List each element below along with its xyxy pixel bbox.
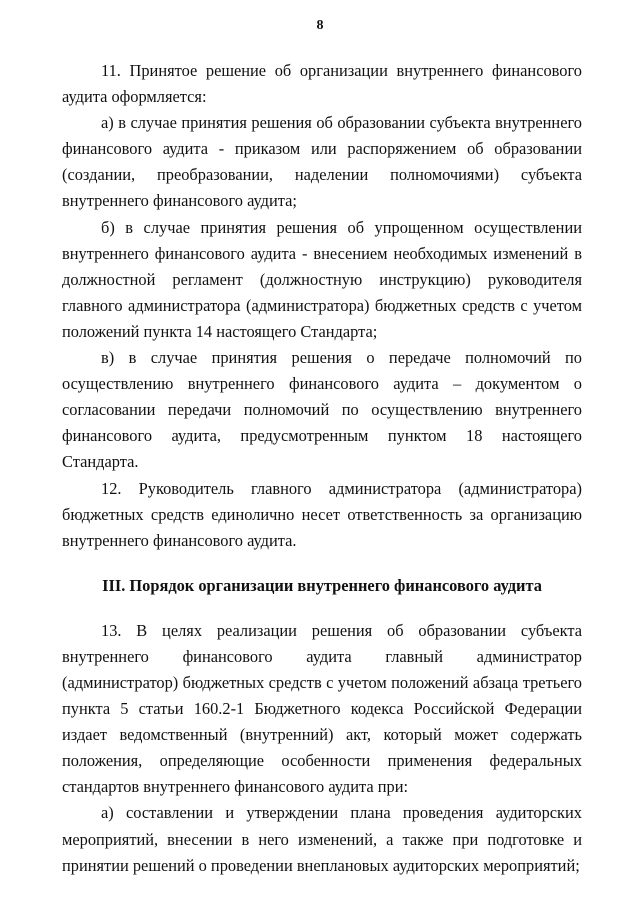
paragraph-11-b: б) в случае принятия решения об упрощенном осуществлении внутреннего финансового аудита - внесением необходимых изменений в должностной регламент (должностную инструкцию) руководителя главного администратора (администратора) бюджетных средств с учетом положений пункта 14 настоящего Стандарта; [62,217,582,341]
page-number: 8 [316,18,324,33]
section-heading: III. Порядок организации внутреннего финансового аудита [102,575,542,595]
paragraph-12: 12. Руководитель главного администратора (администратора) бюджетных средств единолично несет ответственность за организацию внутреннего финансового аудита. [62,478,582,550]
paragraph-11-c: в) в случае принятия решения о передаче полномочий по осуществлению внутреннего финансового аудита – документом о согласовании передачи полномочий по осуществлению внутреннего финансового аудита, предусмотренным пунктом 18 настоящего Стандарта. [62,348,582,472]
paragraph-13-a: а) составлении и утверждении плана проведения аудиторских мероприятий, внесении в него изменений, а также при подготовке и принятии решений о проведении внеплановых аудиторских мероприятий; [62,803,582,875]
paragraph-11: 11. Принятое решение об организации внутреннего финансового аудита оформляется: [62,61,582,107]
paragraph-11-a: а) в случае принятия решения об образовании субъекта внутреннего финансового аудита - приказом или распоряжением об образовании (создании, преобразовании, наделении полномочиями) субъекта внутреннего финансового аудита; [62,113,582,211]
paragraph-13: 13. В целях реализации решения об образовании субъекта внутреннего финансового аудита главный администратор (администратор) бюджетных средств с учетом положений абзаца третьего пункта 5 статьи 160.2-1 Бюджетного кодекса Российской Федерации издает ведомственный (внутренний) акт, который может содержать положения, определяющие особенности применения федеральных стандартов внутреннего финансового аудита при: [62,620,582,797]
page-bottom-edge [0,901,200,902]
document-body [62,58,582,879]
